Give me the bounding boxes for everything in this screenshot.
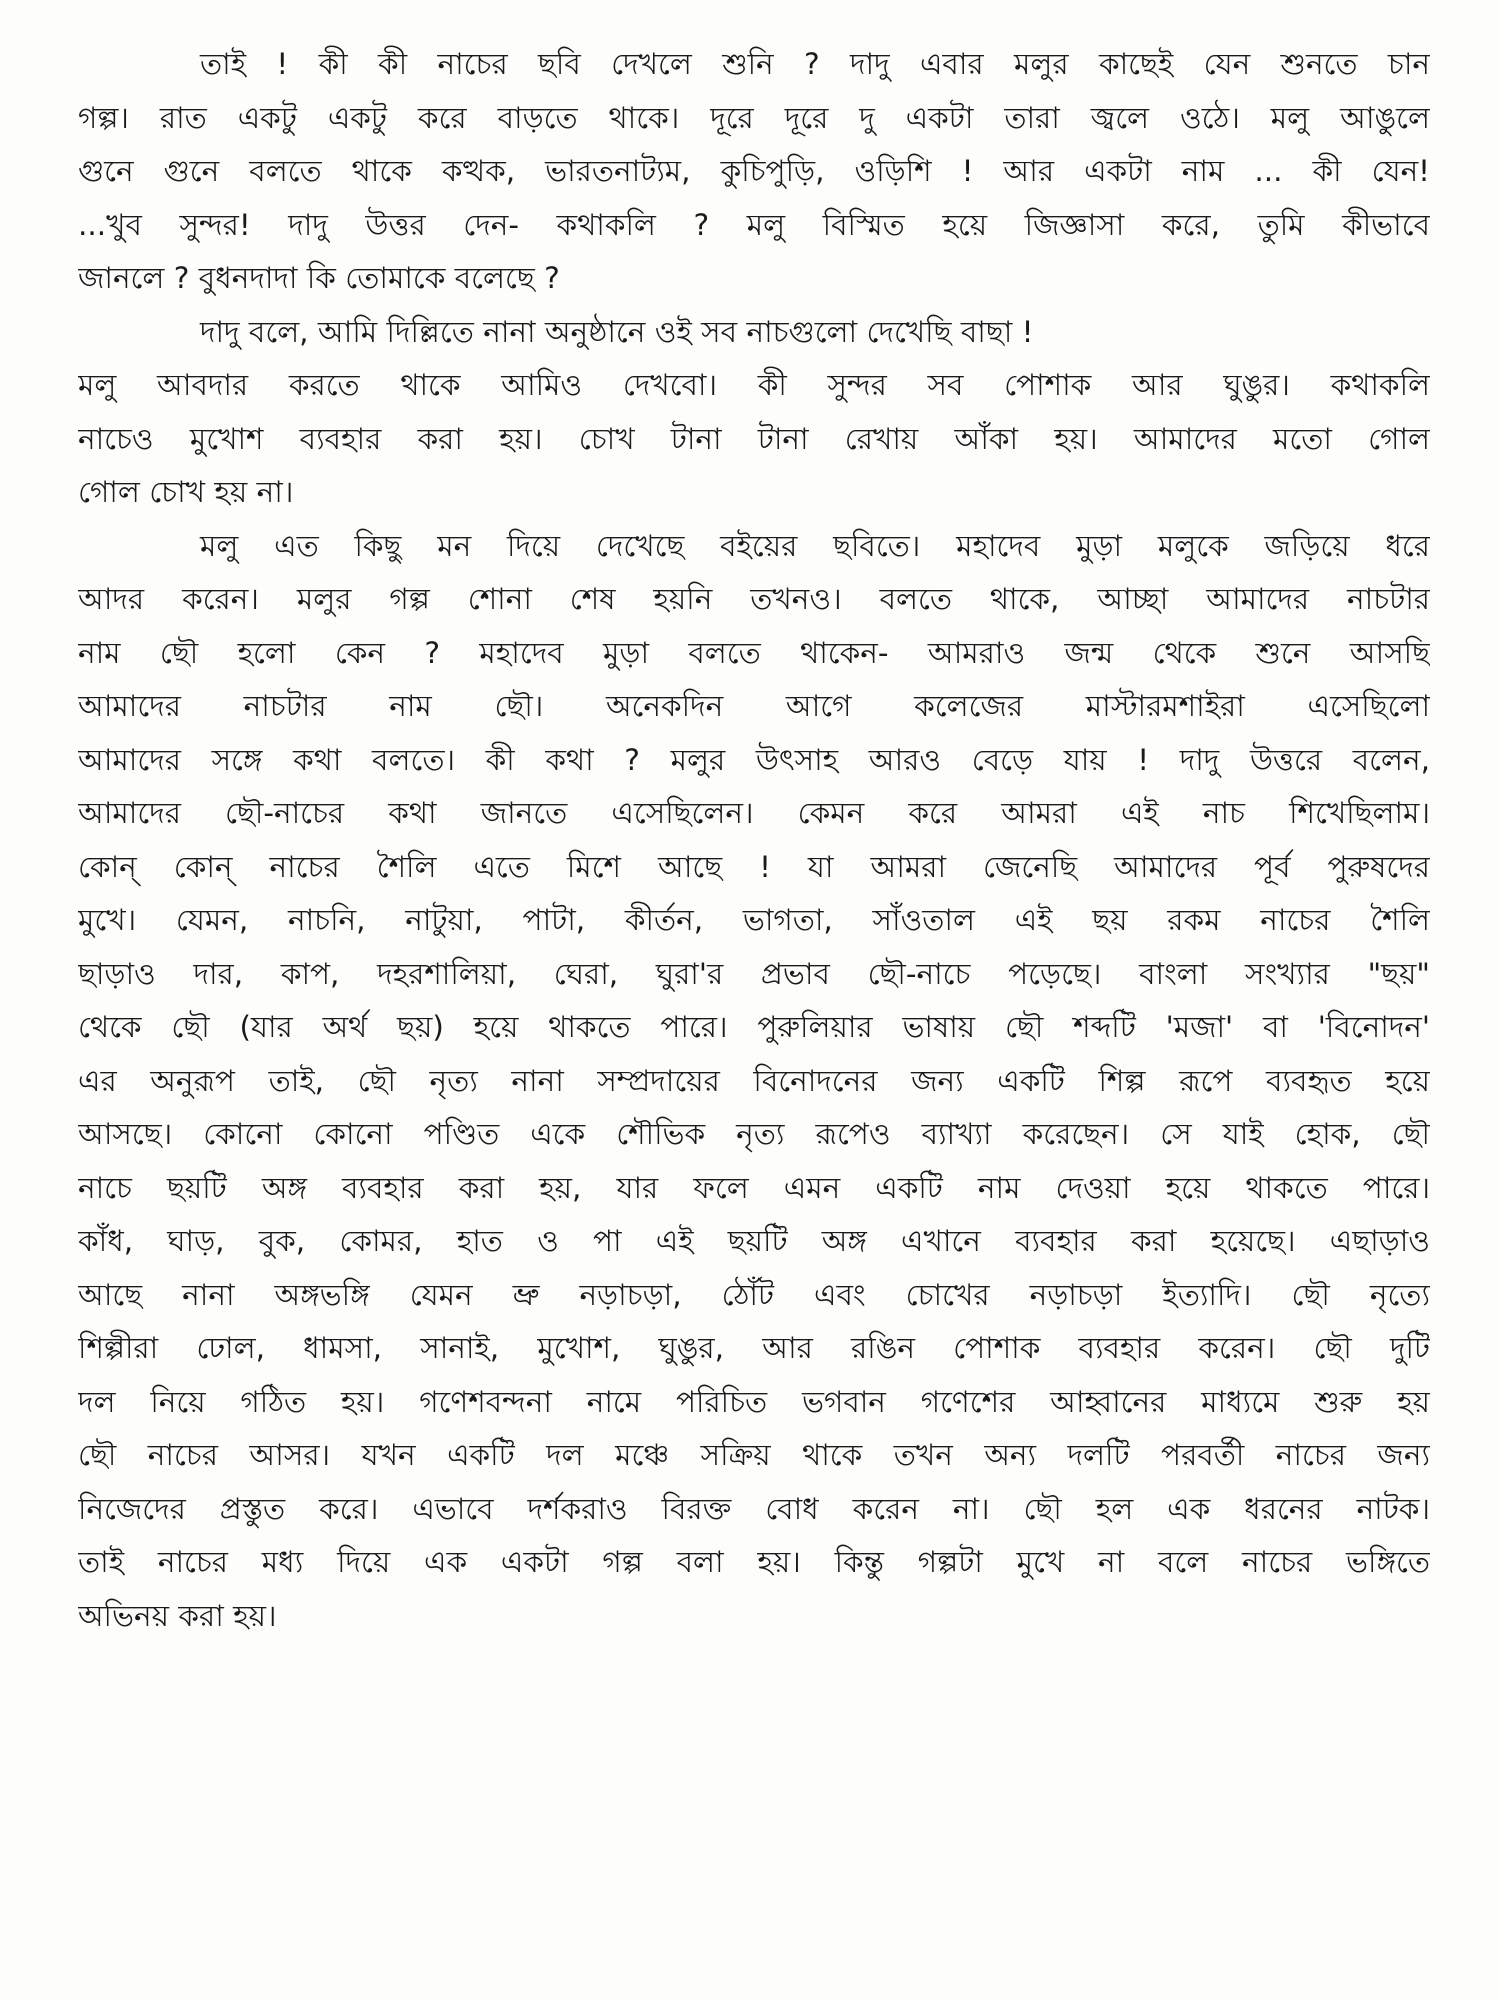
text-line: গোল চোখ হয় না। [78, 475, 294, 509]
text-line: শিল্পীরা ঢোল, ধামসা, সানাই, মুখোশ, ঘুঙুর, আর রঙিন পোশাক ব্যবহার করেন। ছৌ দুটি [78, 1331, 1430, 1365]
text-line: দাদু বলে, আমি দিল্লিতে নানা অনুষ্ঠানে ওই সব নাচগুলো দেখেছি বাছা ! [200, 314, 1034, 349]
text-line: তাই নাচের মধ্য দিয়ে এক একটা গল্প বলা হয়। কিন্তু গল্পটা মুখে না বলে নাচের ভঙ্গিতে [78, 1545, 1430, 1579]
text-line: নাম ছৌ হলো কেন ? মহাদেব মুড়া বলতে থাকেন- আমরাও জন্ম থেকে শুনে আসছি [78, 635, 1430, 670]
text-line: তাই ! কী কী নাচের ছবি দেখলে শুনি ? দাদু এবার মলুর কাছেই যেন শুনতে চান [200, 47, 1430, 81]
paragraph-2 [78, 306, 1430, 520]
text-line: ছাড়াও দার, কাপ, দহরশালিয়া, ঘেরা, ঘুরা'র প্রভাব ছৌ-নাচে পড়েছে। বাংলা সংখ্যার "ছয়" [78, 956, 1430, 991]
text-line: ...খুব সুন্দর! দাদু উত্তর দেন- কথাকলি ? মলু বিস্মিত হয়ে জিজ্ঞাসা করে, তুমি কীভাবে [78, 207, 1430, 242]
text-line: ছৌ নাচের আসর। যখন একটি দল মঞ্চে সক্রিয় থাকে তখন অন্য দলটি পরবর্তী নাচের জন্য [78, 1438, 1430, 1472]
text-line: নাচেও মুখোশ ব্যবহার করা হয়। চোখ টানা টানা রেখায় আঁকা হয়। আমাদের মতো গোল [78, 421, 1430, 456]
text-line: মলু আবদার করতে থাকে আমিও দেখবো। কী সুন্দর সব পোশাক আর ঘুঙুর। কথাকলি [78, 368, 1430, 402]
body-text [78, 38, 1430, 1643]
paragraph-3 [78, 520, 1430, 1644]
text-line: আমাদের ছৌ-নাচের কথা জানতে এসেছিলেন। কেমন করে আমরা এই নাচ শিখেছিলাম। [78, 796, 1430, 830]
text-line: গল্প। রাত একটু একটু করে বাড়তে থাকে। দূরে দূরে দু একটা তারা জ্বলে ওঠে। মলু আঙুলে [78, 100, 1430, 135]
text-line: নিজেদের প্রস্তুত করে। এভাবে দর্শকরাও বিরক্ত বোধ করেন না। ছৌ হল এক ধরনের নাটক। [78, 1491, 1430, 1526]
text-line: জানলে ? বুধনদাদা কি তোমাকে বলেছে ? [78, 261, 560, 295]
text-line: মলু এত কিছু মন দিয়ে দেখেছে বইয়ের ছবিতে। মহাদেব মুড়া মলুকে জড়িয়ে ধরে [200, 528, 1430, 563]
text-line: মুখে। যেমন, নাচনি, নাটুয়া, পাটা, কীর্তন, ভাগতা, সাঁওতাল এই ছয় রকম নাচের শৈলি [78, 903, 1430, 937]
text-line: গুনে গুনে বলতে থাকে কত্থক, ভারতনাট্যম, কুচিপুড়ি, ওড়িশি ! আর একটা নাম ... কী যেন! [78, 154, 1430, 188]
text-line: কাঁধ, ঘাড়, বুক, কোমর, হাত ও পা এই ছয়টি অঙ্গ এখানে ব্যবহার করা হয়েছে। এছাড়াও [78, 1224, 1430, 1258]
text-line: আমাদের নাচটার নাম ছৌ। অনেকদিন আগে কলেজের মাস্টারমশাইরা এসেছিলো [78, 689, 1430, 723]
text-line: আছে নানা অঙ্গভঙ্গি যেমন ভ্রু নড়াচড়া, ঠোঁট এবং চোখের নড়াচড়া ইত্যাদি। ছৌ নৃত্যে [78, 1277, 1430, 1312]
text-line: থেকে ছৌ (যার অর্থ ছয়) হয়ে থাকতে পারে। পুরুলিয়ার ভাষায় ছৌ শব্দটি 'মজা' বা 'বিনোদন' [78, 1010, 1430, 1044]
text-line: দল নিয়ে গঠিত হয়। গণেশবন্দনা নামে পরিচিত ভগবান গণেশের আহ্বানের মাধ্যমে শুরু হয় [78, 1384, 1430, 1419]
text-line: অভিনয় করা হয়। [78, 1598, 277, 1633]
text-line: কোন্ কোন্ নাচের শৈলি এতে মিশে আছে ! যা আমরা জেনেছি আমাদের পূর্ব পুরুষদের [78, 849, 1430, 884]
text-line: নাচে ছয়টি অঙ্গ ব্যবহার করা হয়, যার ফলে এমন একটি নাম দেওয়া হয়ে থাকতে পারে। [78, 1170, 1430, 1205]
text-line: আসছে। কোনো কোনো পণ্ডিত একে শৌভিক নৃত্য রূপেও ব্যাখ্যা করেছেন। সে যাই হোক, ছৌ [78, 1117, 1430, 1151]
text-line: এর অনুরূপ তাই, ছৌ নৃত্য নানা সম্প্রদায়ের বিনোদনের জন্য একটি শিল্প রূপে ব্যবহৃত হয়ে [78, 1063, 1430, 1098]
paragraph-1 [78, 38, 1430, 306]
text-line: আমাদের সঙ্গে কথা বলতে। কী কথা ? মলুর উৎসাহ আরও বেড়ে যায় ! দাদু উত্তরে বলেন, [78, 742, 1430, 777]
text-line: আদর করেন। মলুর গল্প শোনা শেষ হয়নি তখনও। বলতে থাকে, আচ্ছা আমাদের নাচটার [78, 582, 1430, 616]
